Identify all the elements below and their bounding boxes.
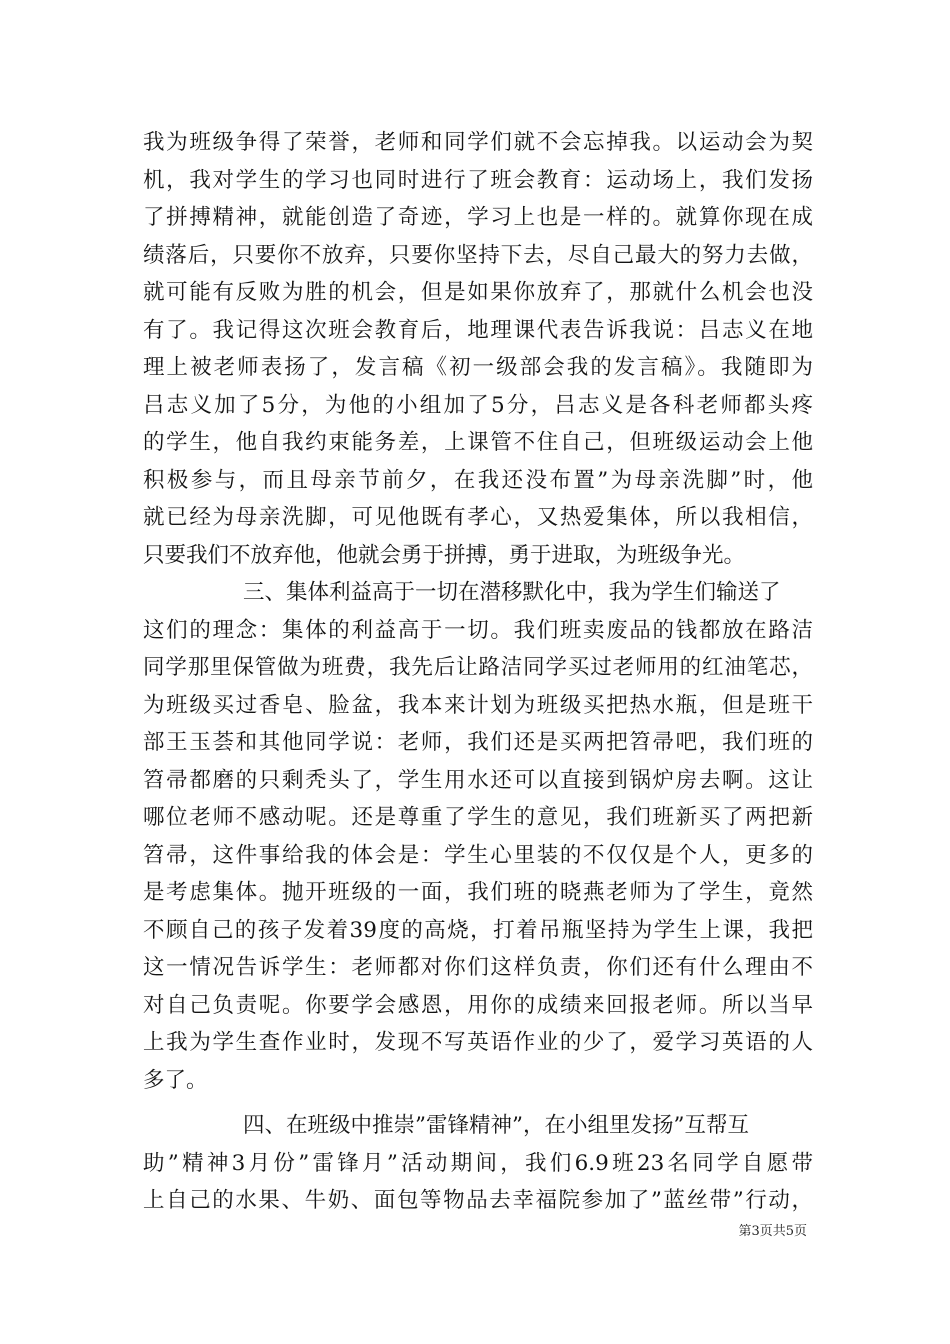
- paragraph-2-line-1: 三、集体利益高于一切在潜移默化中，我为学生们输送了: [243, 580, 781, 605]
- paragraph-1-line-7: 理上被老师表扬了，发言稿《初一级部会我的发言稿》。我随即为: [143, 355, 813, 380]
- paragraph-2-line-3: 同学那里保管做为班费，我先后让路洁同学买过老师用的红油笔芯，: [143, 655, 813, 680]
- paragraph-1-line-10: 积极参与，而且母亲节前夕，在我还没布置”为母亲洗脚”时，他: [143, 467, 813, 493]
- paragraph-1-line-1: 我为班级争得了荣誉，老师和同学们就不会忘掉我。以运动会为契: [143, 130, 813, 155]
- paragraph-1-line-2: 机，我对学生的学习也同时进行了班会教育：运动场上，我们发扬: [143, 167, 813, 193]
- paragraph-2-line-11: 这一情况告诉学生：老师都对你们这样负责，你们还有什么理由不: [143, 955, 813, 980]
- paragraph-2-line-12: 对自己负责呢。你要学会感恩，用你的成绩来回报老师。所以当早: [143, 992, 813, 1018]
- paragraph-1-line-11: 就已经为母亲洗脚，可见他既有孝心，又热爱集体，所以我相信，: [143, 505, 813, 530]
- page-number-footer: 第3页共5页: [738, 1224, 807, 1239]
- paragraph-1-line-3: 了拼搏精神，就能创造了奇迹，学习上也是一样的。就算你现在成: [143, 205, 813, 230]
- paragraph-2-line-7: 哪位老师不感动呢。还是尊重了学生的意见，我们班新买了两把新: [143, 805, 813, 830]
- paragraph-2-line-4: 为班级买过香皂、脸盆，我本来计划为班级买把热水瓶，但是班干: [143, 692, 813, 718]
- paragraph-3-line-2: 助”精神3月份”雷锋月”活动期间，我们6.9班23名同学自愿带: [143, 1150, 813, 1176]
- paragraph-2-line-8: 笤帚，这件事给我的体会是：学生心里装的不仅仅是个人，更多的: [143, 842, 813, 868]
- paragraph-2-line-2: 这们的理念：集体的利益高于一切。我们班卖废品的钱都放在路洁: [143, 617, 813, 643]
- paragraph-gap: [143, 1099, 813, 1107]
- body-text: [143, 124, 813, 1220]
- paragraph-2-line-5: 部王玉荟和其他同学说：老师，我们还是买两把笤帚吧，我们班的: [143, 730, 813, 755]
- paragraph-2-line-14: 多了。: [143, 1067, 208, 1093]
- paragraph-1-line-9: 的学生，他自我约束能务差，上课管不住自己，但班级运动会上他: [143, 430, 813, 455]
- paragraph-2-line-10: 不顾自己的孩子发着39度的高烧，打着吊瓶坚持为学生上课，我把: [143, 917, 813, 943]
- paragraph-1-line-4: 绩落后，只要你不放弃，只要你坚持下去，尽自己最大的努力去做，: [143, 242, 813, 268]
- paragraph-3-line-1: 四、在班级中推崇”雷锋精神”，在小组里发扬”互帮互: [243, 1113, 749, 1138]
- paragraph-2-line-6: 笤帚都磨的只剩秃头了，学生用水还可以直接到锅炉房去啊。这让: [143, 767, 813, 793]
- paragraph-1-line-6: 有了。我记得这次班会教育后，地理课代表告诉我说：吕志义在地: [143, 317, 813, 343]
- paragraph-1-line-12: 只要我们不放弃他，他就会勇于拼搏，勇于进取，为班级争光。: [143, 542, 746, 568]
- paragraph-2-line-9: 是考虑集体。抛开班级的一面，我们班的晓燕老师为了学生，竟然: [143, 880, 813, 905]
- paragraph-1-line-8: 吕志义加了5分，为他的小组加了5分，吕志义是各科老师都头疼: [143, 392, 813, 418]
- paragraph-1-line-5: 就可能有反败为胜的机会，但是如果你放弃了，那就什么机会也没: [143, 280, 813, 305]
- paragraph-3-line-3: 上自己的水果、牛奶、面包等物品去幸福院参加了”蓝丝带”行动，: [143, 1188, 813, 1213]
- paragraph-2-line-13: 上我为学生查作业时，发现不写英语作业的少了，爱学习英语的人: [143, 1030, 813, 1055]
